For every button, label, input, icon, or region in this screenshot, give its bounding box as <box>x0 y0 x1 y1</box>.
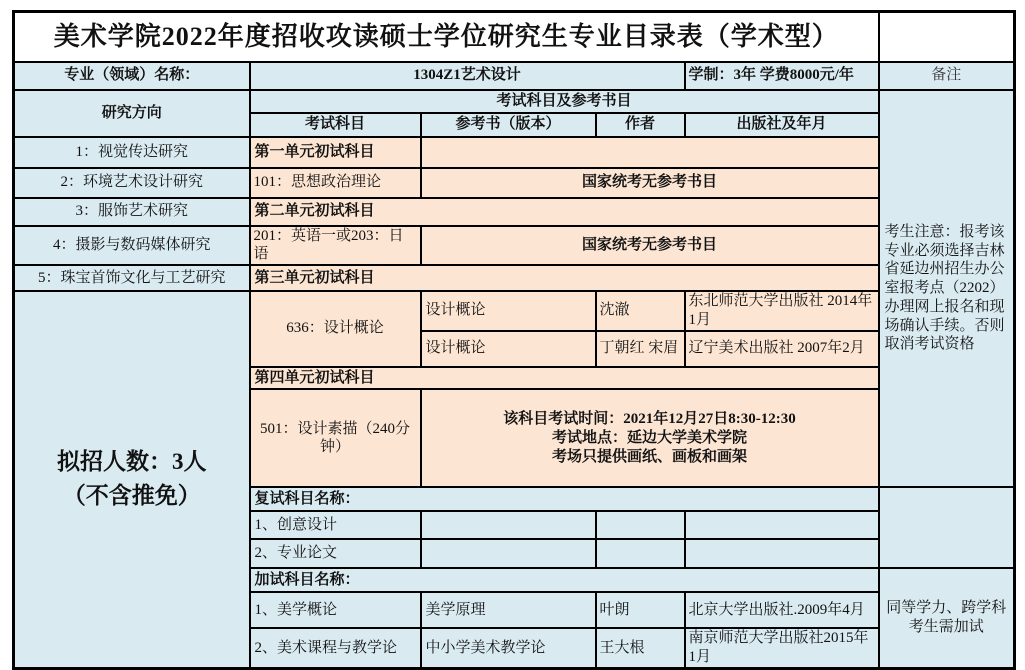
enrollment-cell <box>14 291 250 668</box>
unit3-subject: 636：设计概论 <box>250 291 421 367</box>
additional-item-2-author: 王大根 <box>596 628 685 668</box>
retest-item-2-author <box>596 539 685 568</box>
unit3-book-2-author: 丁朝红 宋眉 <box>596 331 685 367</box>
unit4-note-line3: 考场只提供画纸、画板和画架 <box>552 448 748 465</box>
direction-item-4: 4：摄影与数码媒体研究 <box>14 226 250 266</box>
col-author: 作者 <box>596 113 685 137</box>
unit3-book-1-author: 沈澈 <box>596 291 685 331</box>
unit1-subject: 101：思想政治理论 <box>250 168 421 198</box>
direction-item-2: 2：环境艺术设计研究 <box>14 168 250 198</box>
retest-section-label: 复试科目名称： <box>250 487 879 511</box>
title-right-empty-cell <box>879 12 1015 62</box>
major-name-value: 1304Z1艺术设计 <box>250 62 685 90</box>
unit2-label: 第二单元初试科目 <box>250 198 879 226</box>
additional-item-2-name: 2、美术课程与教学论 <box>250 628 421 668</box>
unit2-subject: 201：英语一或203：日语 <box>250 226 421 266</box>
unit3-book-2-title: 设计概论 <box>421 331 596 367</box>
unit4-note <box>421 389 879 487</box>
retest-item-1-publisher <box>685 511 879 539</box>
additional-item-1-publisher: 北京大学出版社.2009年4月 <box>685 592 879 628</box>
remarks-header: 备注 <box>879 62 1015 90</box>
remarks-additional-note: 同等学力、跨学科考生需加试 <box>879 568 1015 668</box>
unit3-book-1-title: 设计概论 <box>421 291 596 331</box>
unit1-label: 第一单元初试科目 <box>250 137 421 168</box>
col-publisher: 出版社及年月 <box>685 113 879 137</box>
admission-catalog-table <box>12 10 1016 670</box>
retest-item-1-author <box>596 511 685 539</box>
additional-item-1-name: 1、美学概论 <box>250 592 421 628</box>
direction-item-1: 1：视觉传达研究 <box>14 137 250 168</box>
retest-item-2: 2、专业论文 <box>250 539 421 568</box>
additional-item-1-author: 叶朗 <box>596 592 685 628</box>
unit4-note-line1: 该科目考试时间：2021年12月27日8:30-12:30 <box>503 411 796 428</box>
enrollment-line1: 拟招人数：3人 <box>57 448 207 474</box>
exam-refs-header: 考试科目及参考书目 <box>250 90 879 113</box>
page-title: 美术学院2022年度招收攻读硕士学位研究生专业目录表（学术型） <box>14 12 879 62</box>
unit1-note: 国家统考无参考书目 <box>421 168 879 198</box>
retest-item-1-book <box>421 511 596 539</box>
unit4-subject: 501：设计素描（240分钟） <box>250 389 421 487</box>
additional-item-2-book: 中小学美术教学论 <box>421 628 596 668</box>
col-reference-book: 参考书（版本） <box>421 113 596 137</box>
unit1-empty-cell <box>421 137 879 168</box>
col-exam-subject: 考试科目 <box>250 113 421 137</box>
unit3-label: 第三单元初试科目 <box>250 265 879 291</box>
duration-fee: 学制：3年 学费8000元/年 <box>685 62 879 90</box>
remarks-retest-empty-cell <box>879 487 1015 568</box>
research-direction-header: 研究方向 <box>14 90 250 137</box>
additional-item-2-publisher: 南京师范大学出版社2015年1月 <box>685 628 879 668</box>
major-name-label: 专业（领域）名称： <box>14 62 250 90</box>
retest-item-1: 1、创意设计 <box>250 511 421 539</box>
direction-item-5: 5：珠宝首饰文化与工艺研究 <box>14 265 250 291</box>
enrollment-line2: （不含推免） <box>62 483 201 509</box>
unit4-label: 第四单元初试科目 <box>250 367 879 390</box>
remarks-exam-note: 考生注意：报考该专业必须选择吉林省延边州招生办公室报考点（2202）办理网上报名和现场确认手续。否则取消考试资格 <box>879 90 1015 488</box>
unit2-note: 国家统考无参考书目 <box>421 226 879 266</box>
direction-item-3: 3：服饰艺术研究 <box>14 198 250 226</box>
unit4-note-line2: 考试地点：延边大学美术学院 <box>552 429 748 446</box>
retest-item-2-book <box>421 539 596 568</box>
retest-item-2-publisher <box>685 539 879 568</box>
additional-item-1-book: 美学原理 <box>421 592 596 628</box>
unit3-book-2-publisher: 辽宁美术出版社 2007年2月 <box>685 331 879 367</box>
unit3-book-1-publisher: 东北师范大学出版社 2014年1月 <box>685 291 879 331</box>
additional-section-label: 加试科目名称： <box>250 568 879 592</box>
